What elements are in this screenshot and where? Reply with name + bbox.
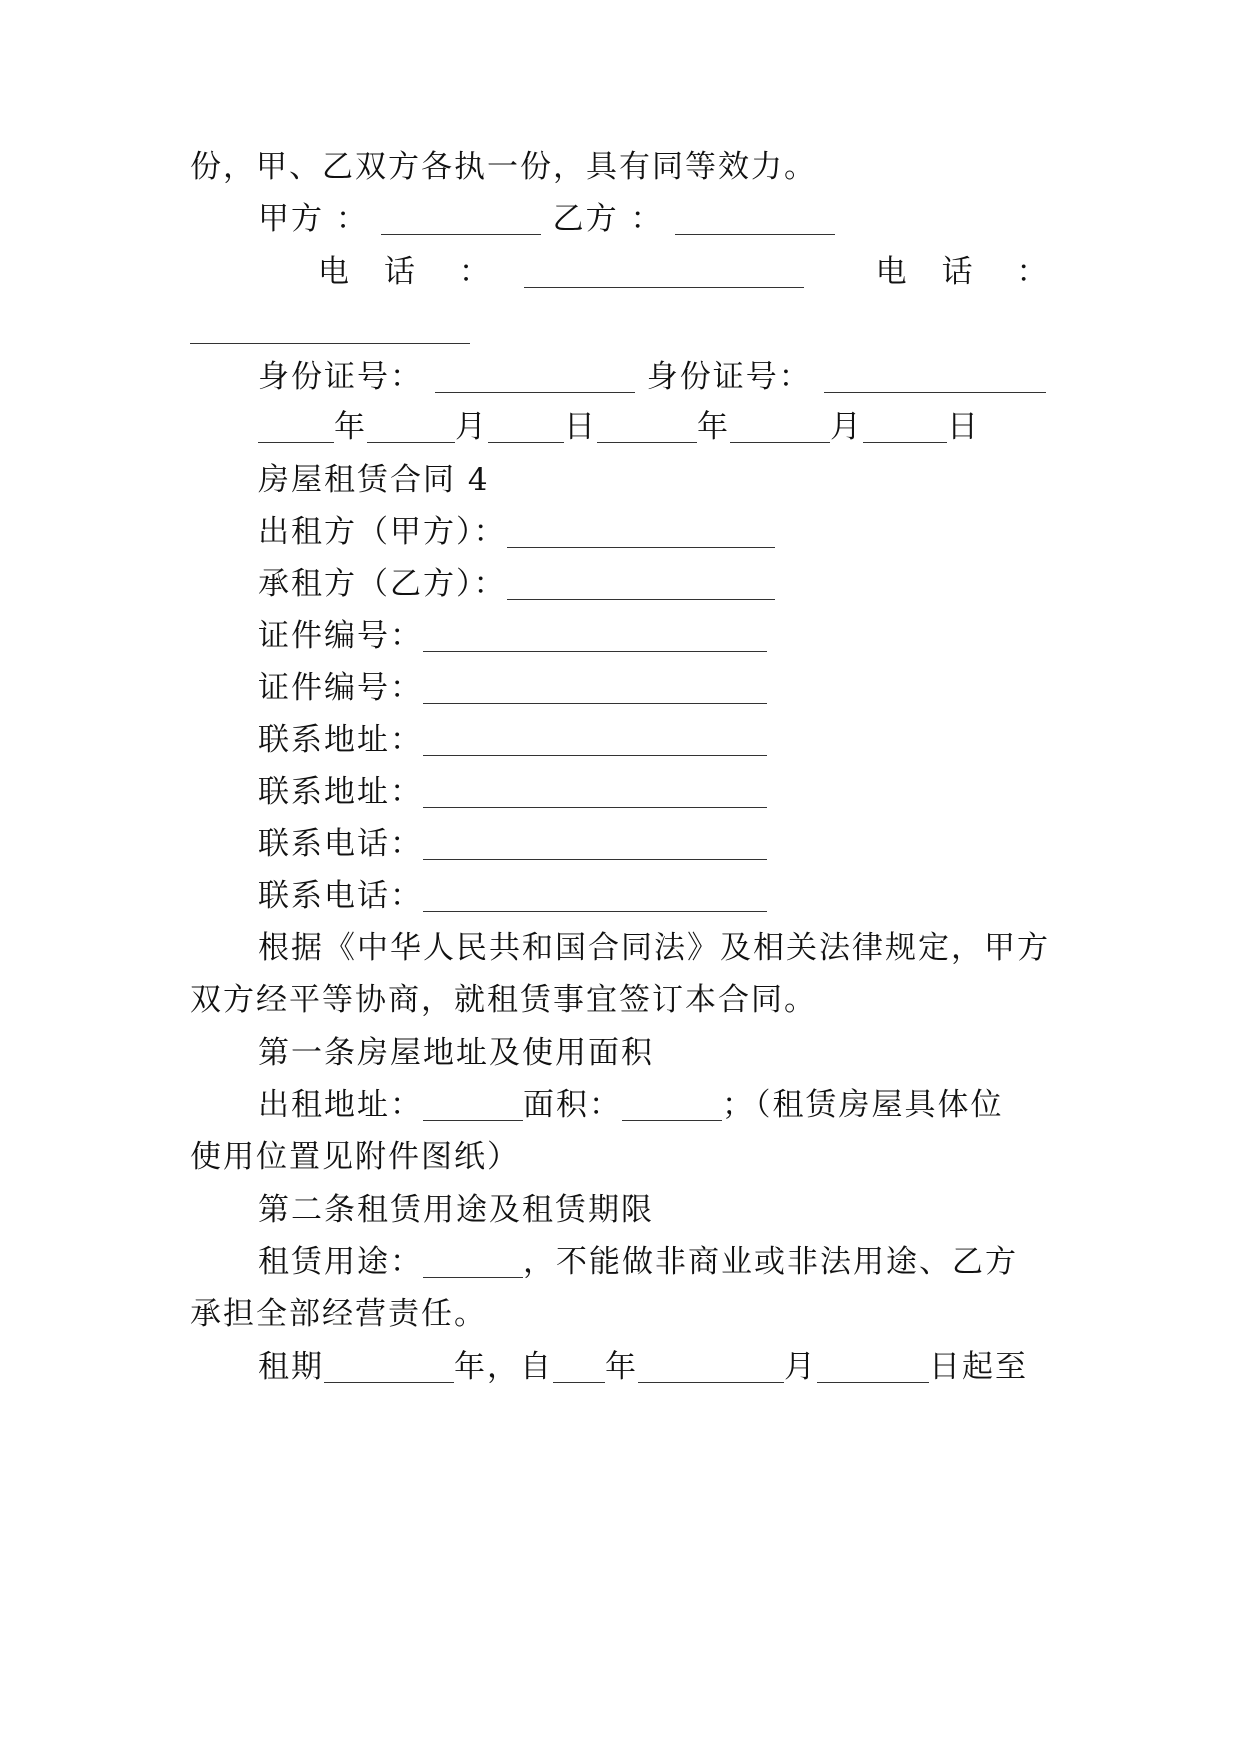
year-a-label: 年: [334, 409, 367, 445]
lessor-line: [258, 512, 1118, 552]
id-number-line: [258, 357, 1118, 397]
term-label: 租期: [258, 1349, 324, 1385]
id-b-blank[interactable]: [824, 368, 1046, 393]
party-b-label: 乙方: [552, 201, 619, 237]
day-a-label: 日: [564, 409, 597, 445]
rent-address-blank[interactable]: [423, 1096, 523, 1121]
lessor-label: 出租方（甲方）：: [258, 514, 507, 550]
day-b-blank[interactable]: [863, 418, 947, 443]
phone-blank[interactable]: [423, 835, 767, 860]
cert-blank[interactable]: [423, 679, 767, 704]
id-b-label: 身份证号：: [646, 359, 812, 395]
address-line-2: [258, 772, 1118, 812]
tel-b-blank-line: [190, 308, 1050, 348]
tel-b-blank[interactable]: [190, 319, 470, 344]
month-a-label: 月: [455, 409, 488, 445]
start-day-label: 日起至: [929, 1349, 1028, 1385]
area-blank[interactable]: [622, 1096, 722, 1121]
usage-line: [258, 1242, 1118, 1282]
tel-a-blank[interactable]: [524, 263, 804, 288]
article-1-heading: 第一条房屋地址及使用面积: [258, 1035, 654, 1071]
date-line: [258, 407, 1118, 447]
preamble-line-1: 根据《中华人民共和国合同法》及相关法律规定，甲方: [258, 930, 1050, 966]
usage-label: 租赁用途：: [258, 1244, 423, 1280]
address-label: 联系地址：: [258, 774, 423, 810]
tel-b-label: 电 话: [875, 254, 975, 290]
area-note-line-2: 使用位置见附件图纸）: [190, 1139, 520, 1175]
party-a-label: 甲方: [258, 201, 324, 237]
area-label: 面积：: [523, 1087, 622, 1123]
start-year-blank[interactable]: [553, 1358, 605, 1383]
cert-blank[interactable]: [423, 627, 767, 652]
phone-label: 联系电话：: [258, 826, 423, 862]
colon: ：: [630, 201, 664, 237]
article-2-heading: 第二条租赁用途及租赁期限: [258, 1192, 654, 1228]
year-b-label: 年: [697, 409, 730, 445]
address-blank[interactable]: [423, 731, 767, 756]
address-label: 联系地址：: [258, 722, 423, 758]
id-a-blank[interactable]: [435, 368, 635, 393]
phone-line-2: [258, 876, 1118, 916]
phone-line-1: [258, 824, 1118, 864]
year-a-blank[interactable]: [258, 418, 334, 443]
colon: ：: [1016, 254, 1050, 290]
id-a-label: 身份证号：: [258, 359, 423, 395]
phone-label: 联系电话：: [258, 878, 423, 914]
day-b-label: 日: [947, 409, 980, 445]
cert-label: 证件编号：: [258, 618, 423, 654]
start-month-blank[interactable]: [638, 1358, 784, 1383]
term-year-label: 年，自: [454, 1349, 553, 1385]
year-b-blank[interactable]: [597, 418, 697, 443]
cert-label: 证件编号：: [258, 670, 423, 706]
telephone-line: [318, 252, 1050, 292]
cert-line-1: [258, 616, 1118, 656]
term-line: [258, 1347, 1118, 1387]
day-a-blank[interactable]: [488, 418, 564, 443]
contract-title: 房屋租赁合同 4: [258, 462, 490, 498]
rent-address-label: 出租地址：: [258, 1087, 423, 1123]
signature-parties-line: [258, 199, 1118, 239]
address-line-1: [258, 720, 1118, 760]
area-note: ；（租赁房屋具体位: [722, 1087, 1004, 1123]
preamble-line-2: 双方经平等协商，就租赁事宜签订本合同。: [190, 982, 817, 1018]
usage-blank[interactable]: [423, 1253, 523, 1278]
month-b-label: 月: [830, 409, 863, 445]
line-copies: 份，甲、乙双方各执一份，具有同等效力。: [190, 149, 817, 185]
phone-blank[interactable]: [423, 887, 767, 912]
start-day-blank[interactable]: [817, 1358, 929, 1383]
party-a-blank[interactable]: [381, 210, 541, 235]
lessee-blank[interactable]: [507, 575, 775, 600]
party-b-blank[interactable]: [675, 210, 835, 235]
term-years-blank[interactable]: [324, 1358, 454, 1383]
start-month-label: 月: [784, 1349, 817, 1385]
usage-note-line-2: 承担全部经营责任。: [190, 1296, 487, 1332]
cert-line-2: [258, 668, 1118, 708]
month-b-blank[interactable]: [730, 418, 830, 443]
usage-note: ，不能做非商业或非法用途、乙方: [523, 1244, 1018, 1280]
address-blank[interactable]: [423, 783, 767, 808]
lessee-line: [258, 564, 1118, 604]
tel-a-label: 电 话: [318, 254, 417, 290]
month-a-blank[interactable]: [367, 418, 455, 443]
rent-address-line: [258, 1085, 1118, 1125]
lessor-blank[interactable]: [507, 523, 775, 548]
colon: ：: [335, 201, 369, 237]
start-year-label: 年: [605, 1349, 638, 1385]
colon: ：: [458, 254, 492, 290]
lessee-label: 承租方（乙方）：: [258, 566, 507, 602]
